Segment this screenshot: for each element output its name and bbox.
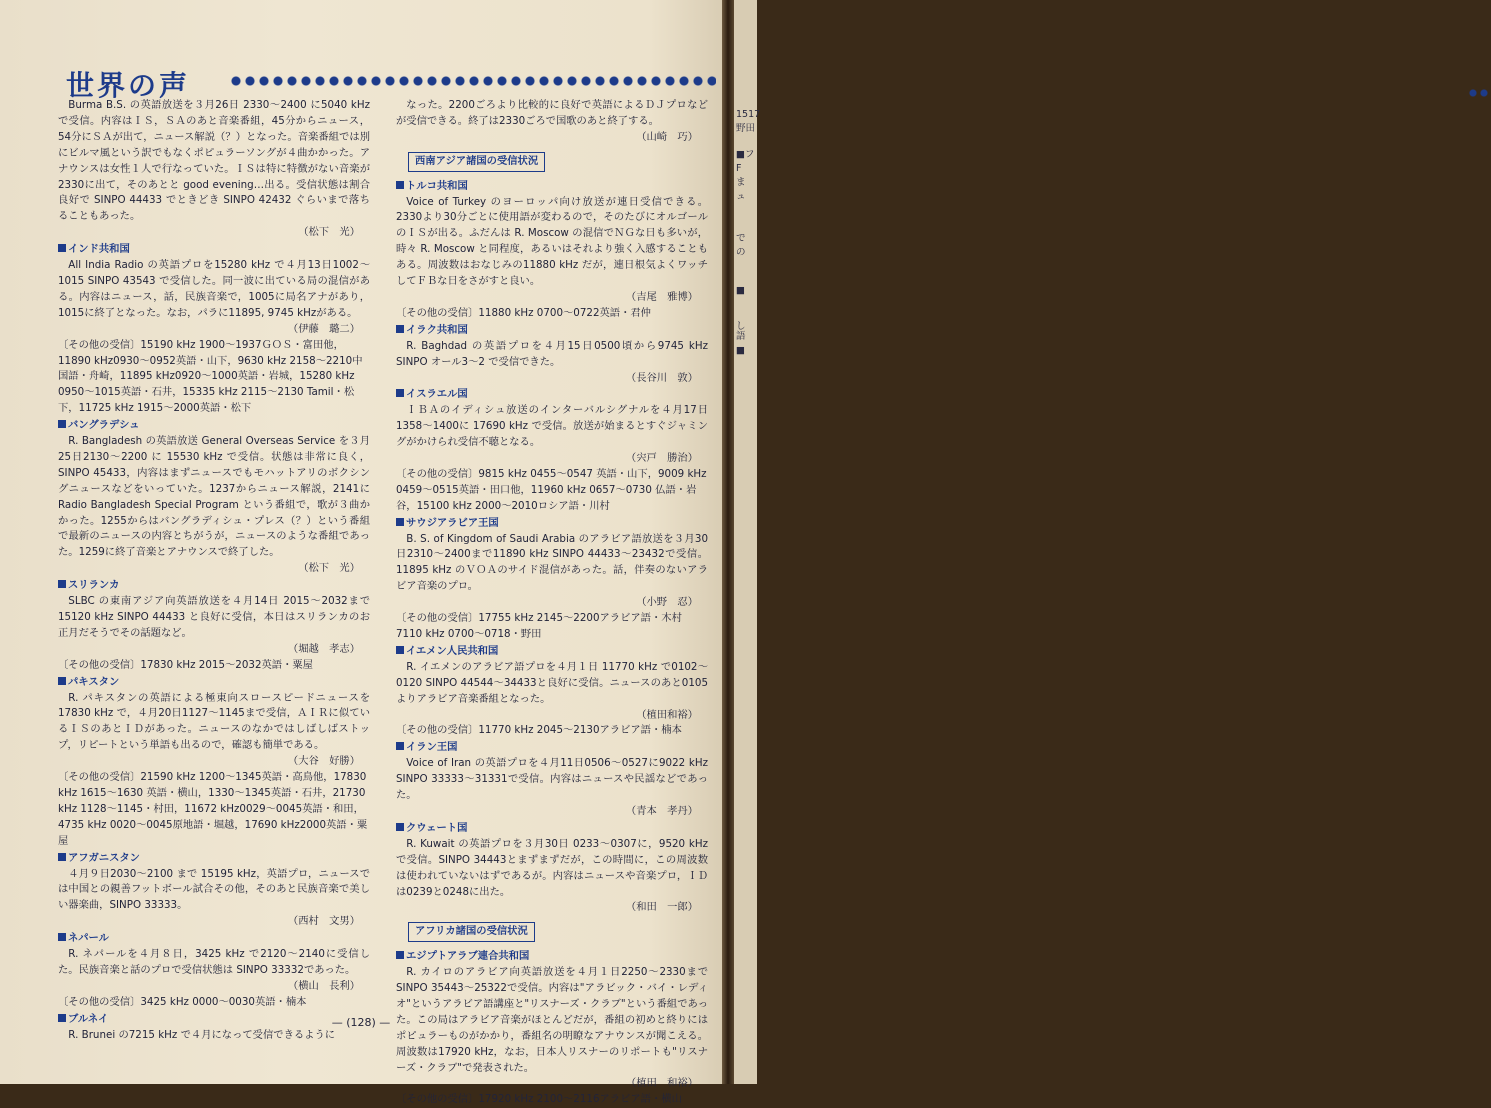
other-receptions: 〔その他の受信〕11880 kHz 0700～0722英語・君仲 <box>396 306 651 319</box>
report-paragraph: Burma B.S. の英語放送を３月26日 2330～2400 に5040 kHz で受信。内容はＩＳ，ＳＡのあと音楽番組，45分からニュース，54分にＳＡが出て，ニュース解説（？）となった。音楽番組では別にビルマ風という訳でもなくポピュラーソングが４曲かかった。アナウンスは女性１人で行なっていた。ＩＳは特に特徴がない音楽が2330に出て，そのあとと good evening…出る。受信状態は割合良好で SINPO 44433 でときどき SINPO 42432 ぐらいまで落ちることもあった。 <box>58 99 370 223</box>
other-receptions: 〔その他の受信〕15190 kHz 1900～1937ＧＯＳ・富田他，11890 kHz0930～0952英語・山下，9630 kHz 2158～2210中国語・舟崎，11895 kHz0920～1000英語・岩城，15280 kHz 0950～1015英語・石井，15335 kHz 2115～2130 Tamil・松下，11725 kHz 1915～2000英語・松下 <box>58 338 363 415</box>
report-paragraph: R. Baghdad の英語プロを４月15日0500頃から9745 kHz SINPO オール3～2 で受信できた。 <box>396 339 708 368</box>
book-spine <box>722 0 734 1084</box>
reporter-name: （松下 光） <box>298 562 360 575</box>
country-heading: パキスタン <box>58 675 370 691</box>
country-heading: サウジアラビア王国 <box>396 516 708 532</box>
other-receptions: 〔その他の受信〕3425 kHz 0000～0030英語・楠本 <box>58 995 307 1008</box>
next-page-fragment: ■フ <box>736 149 755 160</box>
report-paragraph: R. Kuwait の英語プロを３月30日 0233～0307に，9520 kHzで受信。SINPO 34443とまずまずだが，この時間に，この周波数は使われていないはずであるが。内容はニュースや音楽プロ，ＩＤは0239と0248に出た。 <box>396 837 708 898</box>
title-ornament <box>230 72 716 90</box>
report-paragraph: Voice of Turkey のヨーロッパ向け放送が連日受信できる。2330より30分ごとに使用語が変わるので，そのたびにオルゴールのＩＳが出る。ふだんは R. Moscow の混信でＮＧな日も多いが，時々 R. Moscow と同程度，あるいはそれより強く入感することもある。周波数はおなじみの11880 kHz だが，連日根気よくワッチしてＦＢな日をさがすと良い。 <box>396 195 708 288</box>
other-receptions: 〔その他の受信〕17755 kHz 2145～2200アラビア語・木村 7110 kHz 0700～0718・野田 <box>396 612 682 640</box>
country-heading: アフガニスタン <box>58 851 370 867</box>
next-page-fragment: し <box>736 321 746 332</box>
reporter-name: （植田 和裕） <box>625 1077 698 1090</box>
next-page-ornament <box>1468 86 1491 100</box>
reporter-name: （山崎 巧） <box>636 130 698 143</box>
next-page-fragment: の <box>736 247 746 258</box>
section-box-heading: アフリカ諸国の受信状況 <box>408 922 535 942</box>
country-heading: インド共和国 <box>58 242 370 258</box>
report-paragraph: なった。2200ごろより比較的に良好で英語によるＤＪプロなどが受信できる。終了は2330ごろで国歌のあと終了する。 <box>396 99 708 127</box>
reporter-name: （宍戸 勝治） <box>625 452 698 465</box>
country-heading: イスラエル国 <box>396 387 708 403</box>
section-box-heading: 西南アジア諸国の受信状況 <box>408 152 545 172</box>
reporter-name: （植田和裕） <box>636 708 698 721</box>
next-page-fragment: F <box>736 163 742 174</box>
reporter-name: （和田 一郎） <box>625 901 698 914</box>
right-column <box>396 98 708 1108</box>
magazine-page <box>0 0 722 1106</box>
reporter-name: （西村 文男） <box>287 915 360 928</box>
reporter-name: （青本 孝丹） <box>625 804 698 817</box>
other-receptions: 〔その他の受信〕9815 kHz 0455～0547 英語・山下，9009 kHz 0459～0515英語・田口他，11960 kHz 0657～0730 仏語・岩谷，15100 kHz 2000～2010ロシア語・川村 <box>396 467 707 512</box>
report-paragraph: R. Bangladesh の英語放送 General Overseas Service を３月25日2130～2200 に 15530 kHz で受信。状態は非常に良く，SINPO 45433，内容はまずニュースでもモハットアリのボクシングニュースなどをいっていた。1237からニュース解説，2141に Radio Bangladesh Special Program という番組で，歌が３曲かかった。1255からはバングラディシュ・プレス（？）という番組で最新のニュースの内容とちがうが，ニュースのような番組であった。1259に終了音楽とアナウンスで終了した。 <box>58 435 370 559</box>
report-paragraph: R. パキスタンの英語による極東向スロースピードニュースを17830 kHz で，４月20日1127～1145まで受信，ＡＩＲに似ているＩＳのあとＩＤがあった。ニュースのなかではしばしばストップ，リピートという単語も出るので，確認も簡単である。 <box>58 691 370 752</box>
next-page-fragment: ま <box>736 177 746 188</box>
reporter-name: （吉尾 雅博） <box>625 290 698 303</box>
country-heading: イラク共和国 <box>396 323 708 339</box>
page-title: 世界の声 <box>66 69 191 102</box>
next-page-fragment: 語 <box>736 331 746 342</box>
report-paragraph: All India Radio の英語プロを15280 kHz で４月13日1002～1015 SINPO 43543 で受信した。同一波に出ている局の混信がある。内容はニュース，話，民族音楽で，1005に局名アナがあり，1015に終了となった。なお，パラに11895, 9745 kHzがある。 <box>58 259 370 319</box>
reporter-name: （大谷 好勝） <box>287 755 360 768</box>
report-paragraph: R. イエメンのアラビア語プロを４月１日 11770 kHz で0102～0120 SINPO 44544～34433と良好に受信。ニュースのあと0105よりアラビア音楽番組となった。 <box>396 660 708 705</box>
report-paragraph: B. S. of Kingdom of Saudi Arabia のアラビア語放送を３月30日2310～2400まで11890 kHz SINPO 44433～23432で受信。11895 kHz のＶＯＡのサイド混信があった。話，伴奏のないアラビア音楽のプロ。 <box>396 532 708 593</box>
report-paragraph: SLBC の東南アジア向英語放送を４月14日 2015～2032まで15120 kHz SINPO 44433 と良好に受信，本日はスリランカのお正月だそうでその話題など。 <box>58 595 370 639</box>
reporter-name: （堀越 孝志） <box>287 642 360 655</box>
report-paragraph: Voice of Iran の英語プロを４月11日0506～0527に9022 kHz SINPO 33333～31331で受信。内容はニュースや民謡などであった。 <box>396 757 708 802</box>
next-page-fragment: ■ <box>736 345 745 356</box>
country-heading: クウェート国 <box>396 821 708 837</box>
report-paragraph: R. ネパールを４月８日，3425 kHz で2120～2140に受信した。民族音楽と話のプロで受信状態は SINPO 33332であった。 <box>58 948 370 976</box>
reporter-name: （小野 忍） <box>636 596 698 609</box>
country-heading: ネパール <box>58 931 370 947</box>
country-heading: エジプトアラブ連合共和国 <box>396 949 708 965</box>
report-paragraph: ＩＢＡのイディシュ放送のインターバルシグナルを４月17日1358～1400に 17690 kHz で受信。放送が始まるとすぐジャミングがかけられ受信不聴となる。 <box>396 404 708 449</box>
next-page-edge <box>734 0 761 1084</box>
reporter-name: （伊藤 璐二） <box>287 322 360 335</box>
other-receptions: 〔その他の受信〕11770 kHz 2045～2130アラビア語・楠本 <box>396 724 682 737</box>
other-receptions: 〔その他の受信〕17920 kHz 2100～2116アラビア語・横山 <box>396 1093 682 1106</box>
page-number: — (128) — <box>331 1016 391 1029</box>
next-page-fragment: 野田 <box>736 123 756 134</box>
next-page-fragment: ュ <box>736 191 746 202</box>
report-paragraph: ４月９日2030～2100 まで 15195 kHz，英語プロ，ニュースでは中国との親善フットボール試合その他，そのあと民族音楽で美しい器楽曲，SINPO 33333。 <box>58 867 370 912</box>
next-page-fragment: ■ <box>736 285 745 296</box>
next-page-fragment: で <box>736 233 746 244</box>
reporter-name: （松下 光） <box>298 226 360 239</box>
country-heading: バングラデシュ <box>58 418 370 434</box>
reporter-name: （横山 長利） <box>287 979 360 992</box>
country-heading: イラン王国 <box>396 740 708 756</box>
next-page-fragment: 1517 <box>736 109 761 120</box>
report-paragraph: R. カイロのアラビア向英語放送を４月１日2250～2330まで SINPO 35443～25322で受信。内容は"アラビック・バイ・レディオ"というアラビア語講座と"リスナーズ・クラブ"という番組であった。この局はアラビア音楽がほとんどだが，番組の初めと終りにはポピュラーものがかかり，番組名の明瞭なアナウンスが聞こえる。周波数は17920 kHz，なお，日本人リスナーのリポートも"リスナーズ・クラブ"で発表された。 <box>396 966 708 1074</box>
other-receptions: 〔その他の受信〕17830 kHz 2015～2032英語・粟屋 <box>58 658 313 671</box>
reporter-name: （長谷川 敦） <box>625 371 698 384</box>
country-heading: スリランカ <box>58 578 370 594</box>
left-column <box>58 98 370 1043</box>
country-heading: トルコ共和国 <box>396 179 708 195</box>
report-paragraph: R. Brunei の7215 kHz で４月になって受信できるように <box>68 1028 336 1041</box>
country-heading: イエメン人民共和国 <box>396 644 708 660</box>
country-heading: ブルネイ <box>58 1012 370 1028</box>
other-receptions: 〔その他の受信〕21590 kHz 1200～1345英語・高鳥他，17830 kHz 1615～1630 英語・横山，1330～1345英語・石井，21730 kHz 1128～1145・村田，11672 kHz0029～0045英語・和田，4735 kHz 0020～0045原地語・堀越，17690 kHz2000英語・粟屋 <box>58 771 368 847</box>
